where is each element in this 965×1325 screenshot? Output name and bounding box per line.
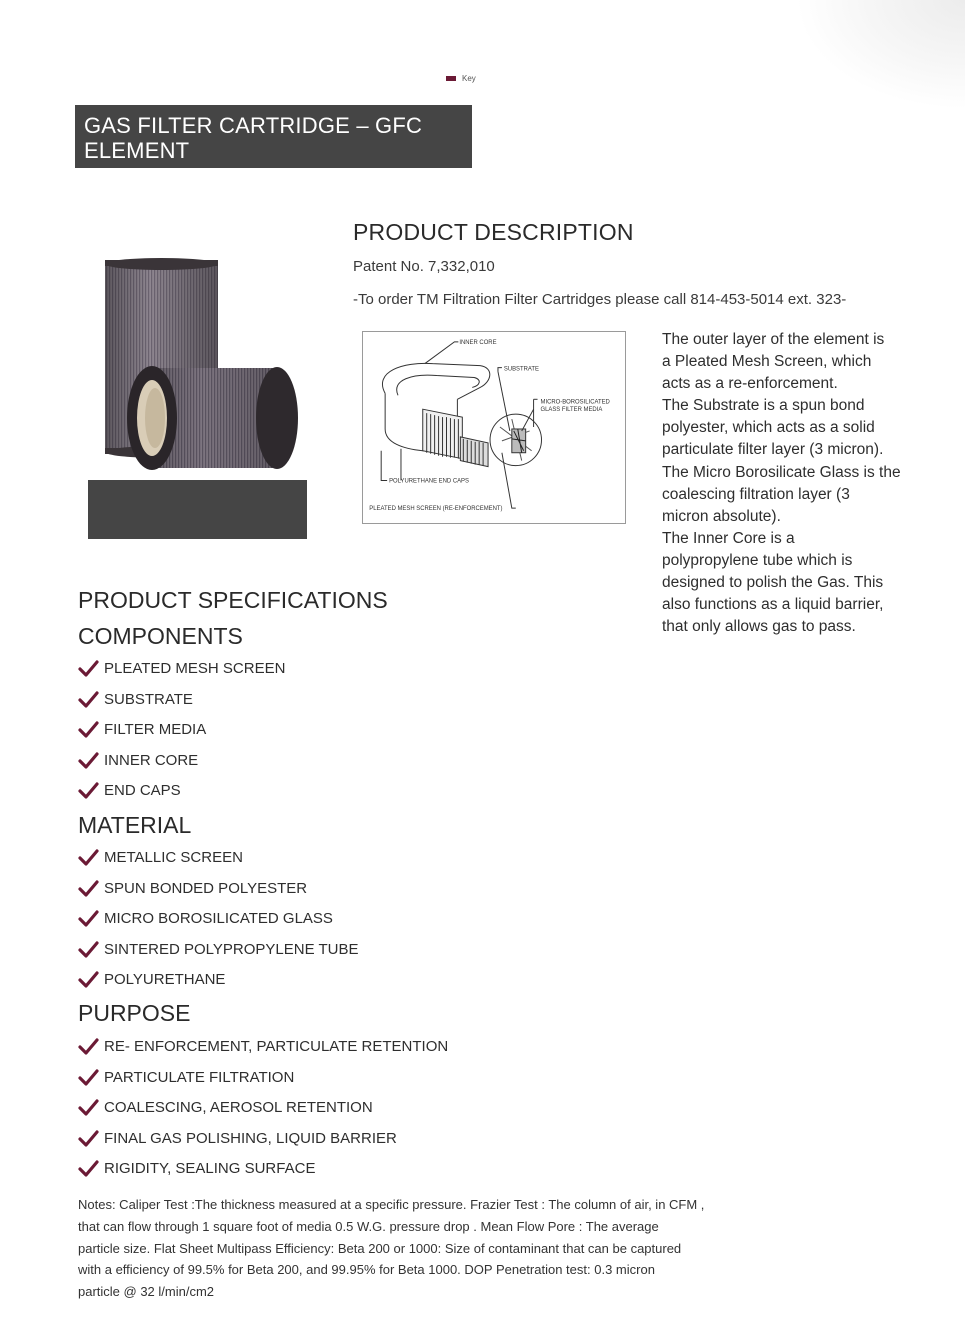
label-substrate: SUBSTRATE	[503, 366, 540, 373]
material-item	[78, 849, 243, 866]
purpose-label: FINAL GAS POLISHING, LIQUID BARRIER	[104, 1129, 397, 1147]
material-item	[78, 971, 225, 988]
description-line: micron absolute).	[662, 507, 781, 525]
description-body	[662, 329, 917, 638]
components-item	[78, 691, 193, 708]
check-icon	[78, 910, 99, 927]
label-inner-core: INNER CORE	[459, 339, 497, 346]
description-line: polyester, which acts as a solid	[662, 419, 875, 437]
notes-line: Notes: Caliper Test :The thickness measured at a specific pressure. Frazier Test : The column of air, in CFM ,	[78, 1197, 705, 1212]
label-glass-1: MICRO-BOROSILICATED	[540, 399, 610, 406]
legend-label: Key	[462, 74, 476, 83]
purpose-label: RIGIDITY, SEALING SURFACE	[104, 1160, 316, 1178]
description-line: polypropylene tube which is	[662, 551, 853, 569]
check-icon	[78, 971, 99, 988]
description-line: coalescing filtration layer (3	[662, 485, 850, 503]
check-icon	[78, 660, 99, 677]
check-icon	[78, 1130, 99, 1147]
description-heading: PRODUCT DESCRIPTION	[353, 219, 634, 245]
purpose-label: PARTICULATE FILTRATION	[104, 1068, 295, 1086]
components-label: SUBSTRATE	[104, 690, 193, 708]
purpose-item	[78, 1069, 294, 1086]
check-icon	[78, 1099, 99, 1116]
description-line: The Inner Core is a	[662, 529, 795, 547]
purpose-item	[78, 1130, 397, 1147]
legend-swatch	[446, 76, 456, 81]
purpose-item	[78, 1160, 315, 1177]
purpose-item	[78, 1038, 448, 1055]
description-line: The Micro Borosilicate Glass is the	[662, 463, 901, 481]
purpose-heading: PURPOSE	[78, 1000, 191, 1026]
components-item	[78, 752, 198, 769]
product-image-caption-bar	[88, 480, 307, 539]
description-line: designed to polish the Gas. This	[662, 574, 884, 592]
check-icon	[78, 752, 99, 769]
check-icon	[78, 782, 99, 799]
check-icon	[78, 880, 99, 897]
material-label: MICRO BOROSILICATED GLASS	[104, 910, 333, 928]
check-icon	[78, 849, 99, 866]
cutaway-diagram	[362, 331, 626, 524]
material-item	[78, 941, 359, 958]
check-icon	[78, 1069, 99, 1086]
product-image	[97, 250, 307, 475]
patent-number: Patent No. 7,332,010	[353, 258, 495, 275]
corner-shading	[795, 0, 965, 110]
order-info: -To order TM Filtration Filter Cartridges please call 814-453-5014 ext. 323-	[353, 291, 847, 308]
purpose-label: COALESCING, AEROSOL RETENTION	[104, 1099, 373, 1117]
description-line: The Substrate is a spun bond	[662, 397, 865, 415]
purpose-item	[78, 1099, 373, 1116]
material-item	[78, 880, 307, 897]
material-heading: MATERIAL	[78, 812, 192, 838]
check-icon	[78, 941, 99, 958]
components-heading: COMPONENTS	[78, 623, 243, 649]
check-icon	[78, 1038, 99, 1055]
description-line: also functions as a liquid barrier,	[662, 596, 884, 614]
check-icon	[78, 691, 99, 708]
components-label: INNER CORE	[104, 751, 199, 769]
notes-line: particle @ 32 l/min/cm2	[78, 1284, 215, 1300]
title-line-1: GAS FILTER CARTRIDGE – GFC	[84, 113, 423, 138]
notes-line: with a efficiency of 99.5% for Beta 200, and 99.95% for Beta 1000. DOP Penetration test: 0.3 micron	[78, 1262, 655, 1278]
label-mesh: PLEATED MESH SCREEN (RE-ENFORCEMENT)	[369, 506, 503, 513]
description-line: particulate filter layer (3 micron).	[662, 441, 884, 459]
material-label: POLYURETHANE	[104, 971, 226, 989]
notes-line: particle size. Flat Sheet Multipass Efficiency: Beta 200 or 1000: Size of contaminant that can be captured	[78, 1240, 682, 1256]
components-item	[78, 721, 206, 738]
material-label: SPUN BONDED POLYESTER	[104, 879, 308, 897]
description-line: acts as a re-enforcement.	[662, 375, 838, 393]
description-line: that only allows gas to pass.	[662, 618, 856, 636]
label-end-caps: POLYURETHANE END CAPS	[389, 478, 469, 485]
notes	[78, 1194, 758, 1303]
check-icon	[78, 1160, 99, 1177]
components-label: FILTER MEDIA	[104, 721, 207, 739]
label-glass-2: GLASS FILTER MEDIA	[540, 407, 603, 414]
top-legend	[446, 74, 476, 83]
material-label: SINTERED POLYPROPYLENE TUBE	[104, 940, 359, 958]
purpose-label: RE- ENFORCEMENT, PARTICULATE RETENTION	[104, 1038, 449, 1055]
description-line: a Pleated Mesh Screen, which	[662, 353, 872, 371]
title-line-2: ELEMENT	[84, 138, 190, 163]
components-item	[78, 782, 181, 799]
material-label: METALLIC SCREEN	[104, 849, 243, 866]
notes-line: that can flow through 1 square foot of media 0.5 W.G. pressure drop . Mean Flow Pore : The average	[78, 1218, 659, 1234]
specifications-heading: PRODUCT SPECIFICATIONS	[78, 587, 388, 613]
material-item	[78, 910, 333, 927]
page-title	[75, 105, 472, 168]
components-item	[78, 660, 285, 677]
components-label: END CAPS	[104, 782, 181, 800]
description-line: The outer layer of the element is	[662, 331, 885, 348]
components-label: PLEATED MESH SCREEN	[104, 660, 286, 677]
check-icon	[78, 721, 99, 738]
